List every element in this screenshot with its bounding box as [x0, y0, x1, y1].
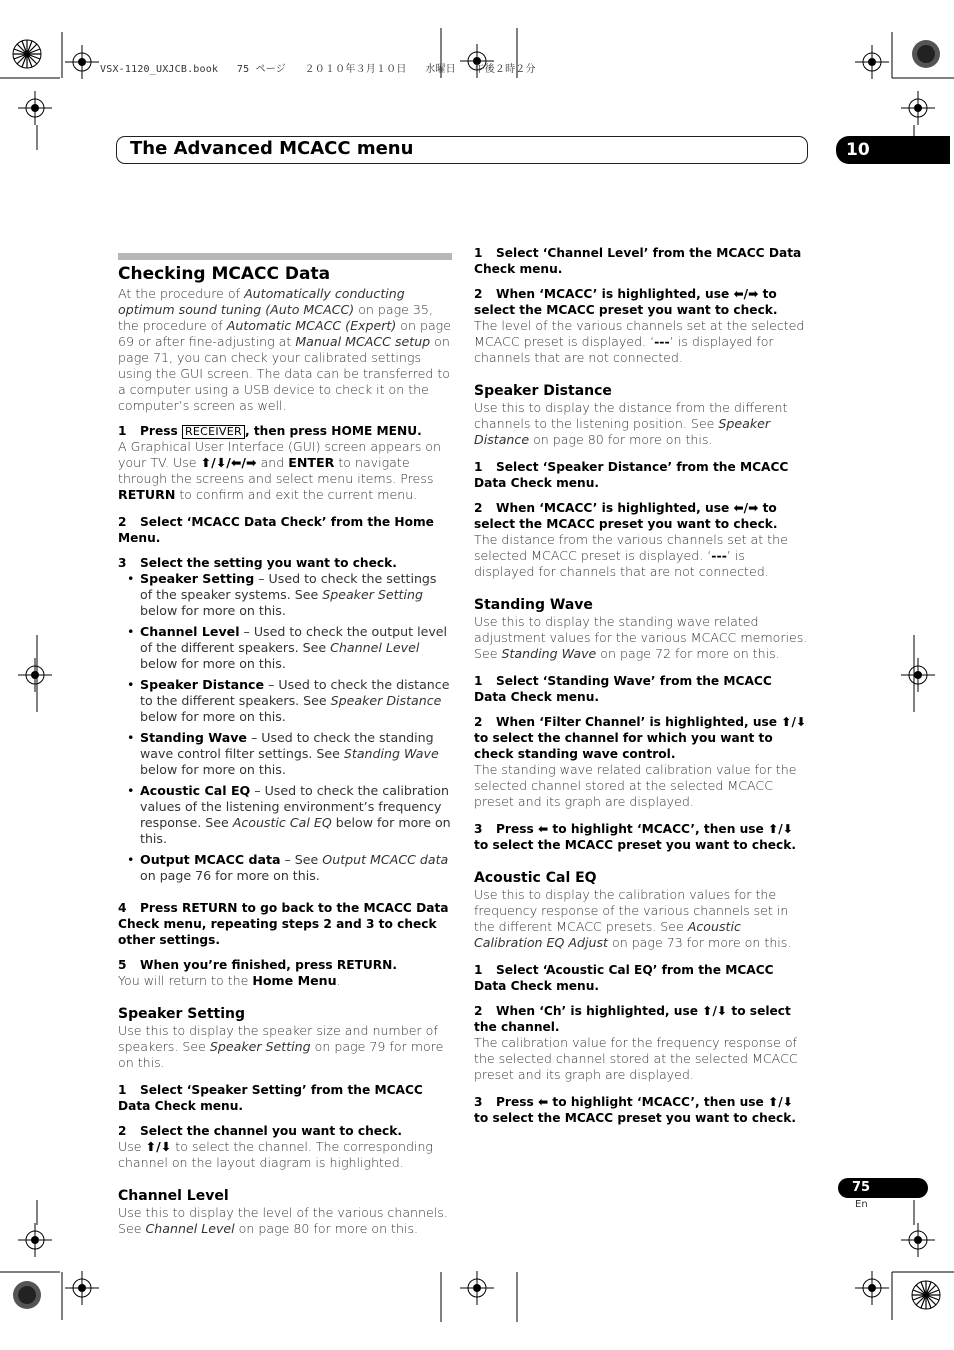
acoustic-cal-eq-step-3: 3 Press ⬅ to highlight ‘MCACC’, then use ⬆/⬇ to select the MCACC preset you want to check.: [474, 1095, 796, 1125]
acoustic-cal-eq-step-2: 2 When ‘Ch’ is highlighted, use ⬆/⬇ to select the channel.: [474, 1004, 791, 1034]
page-language: En: [855, 1199, 868, 1210]
channel-level-description: Use this to display the level of the various channels. See Channel Level on page 80 for more on this.: [118, 1205, 448, 1236]
speaker-distance-description: Use this to display the distance from the different channels to the listening position. See Speaker Distance on page 80 for more on this.: [474, 400, 788, 447]
bullet-speaker-setting: • Speaker Setting – Used to check the settings of the speaker systems. See Speaker Setting below for more on this.: [118, 571, 452, 619]
step-5: 5 When you’re finished, press RETURN.: [118, 958, 398, 972]
intro-paragraph: At the procedure of Automatically conducting optimum sound tuning (Auto MCACC) on page 35, the procedure of Automatic MCACC (Expert) on page 69 or after fine-adjusting at Manual MCACC setup on page 71, you can check your calibrated settings using the GUI screen. The data can be transferred to a computer using a USB device to check it on the computer’s screen as well.: [118, 286, 451, 413]
step-4: 4 Press RETURN to go back to the MCACC Data Check menu, repeating steps 2 and 3 to check other settings.: [118, 901, 449, 947]
step-1: 1 Press RECEIVER , then press HOME MENU.: [118, 424, 422, 438]
right-column: [474, 245, 808, 1126]
section-bar: [118, 253, 452, 260]
acoustic-cal-eq-heading: Acoustic Cal EQ: [474, 870, 597, 886]
print-file-info: VSX-1120_UXJCB.book 75 ページ ２０１０年３月１０日 水曜日 午後２時２分: [100, 64, 536, 75]
receiver-button-label: RECEIVER: [182, 425, 245, 439]
standing-wave-step-2: 2 When ‘Filter Channel’ is highlighted, use ⬆/⬇ to select the channel for which you want to check standing wave control.: [474, 715, 807, 761]
speaker-setting-heading: Speaker Setting: [118, 1006, 246, 1022]
bullet-speaker-distance: • Speaker Distance – Used to check the distance to the different speakers. See Speaker Distance below for more on this.: [118, 677, 452, 725]
up-down-arrow-icon: ⬆/⬇: [702, 1004, 728, 1018]
channel-level-step-2-description: The level of the various channels set at the selected MCACC preset is displayed. ‘---’ is displayed for channels that are not connected.: [474, 318, 805, 365]
step-2: 2 Select ‘MCACC Data Check’ from the Home Menu.: [118, 515, 434, 545]
up-down-arrow-icon: ⬆/⬇: [768, 822, 793, 836]
bullet-standing-wave: • Standing Wave – Used to check the standing wave control filter settings. See Standing Wave below for more on this.: [118, 730, 452, 778]
arrow-keys-icon: ⬆/⬇/⬅/➡: [200, 455, 257, 470]
channel-level-heading: Channel Level: [118, 1188, 229, 1204]
step-3: 3 Select the setting you want to check.: [118, 556, 397, 570]
speaker-setting-description: Use this to display the speaker size and number of speakers. See Speaker Setting on page 79 for more on this.: [118, 1023, 444, 1070]
speaker-setting-step-2-description: Use ⬆/⬇ to select the channel. The corresponding channel on the layout diagram is highlighted.: [118, 1139, 433, 1170]
standing-wave-description: Use this to display the standing wave related adjustment values for the various MCACC memories. See Standing Wave on page 72 for more on this.: [474, 614, 808, 661]
speaker-distance-step-2: 2 When ‘MCACC’ is highlighted, use ⬅/➡ to select the MCACC preset you want to check.: [474, 501, 778, 531]
page-number-tab: 75: [838, 1178, 928, 1198]
standing-wave-step-2-description: The standing wave related calibration value for the selected channel stored at the selected MCACC preset and its graph are displayed.: [474, 762, 797, 809]
chapter-number-tab: 10: [836, 136, 950, 164]
speaker-distance-step-2-description: The distance from the various channels set at the selected MCACC preset is displayed. ‘---’ is displayed for channels that are not connected.: [474, 532, 788, 579]
up-down-arrow-icon: ⬆/⬇: [781, 715, 807, 729]
up-down-arrow-icon: ⬆/⬇: [768, 1095, 793, 1109]
speaker-setting-step-1: 1 Select ‘Speaker Setting’ from the MCACC Data Check menu.: [118, 1083, 423, 1113]
acoustic-cal-eq-step-2-description: The calibration value for the frequency response of the selected channel stored at the selected MCACC preset and its graph are displayed.: [474, 1035, 798, 1082]
left-arrow-icon: ⬅: [537, 822, 549, 836]
left-column: [118, 264, 452, 1237]
bullet-output-mcacc-data: • Output MCACC data – See Output MCACC data on page 76 for more on this.: [118, 852, 452, 884]
channel-level-step-1: 1 Select ‘Channel Level’ from the MCACC Data Check menu.: [474, 246, 802, 276]
standing-wave-heading: Standing Wave: [474, 597, 593, 613]
speaker-distance-step-1: 1 Select ‘Speaker Distance’ from the MCACC Data Check menu.: [474, 460, 789, 490]
channel-level-step-2: 2 When ‘MCACC’ is highlighted, use ⬅/➡ to select the MCACC preset you want to check.: [474, 287, 778, 317]
bullet-channel-level: • Channel Level – Used to check the output level of the different speakers. See Channel Level below for more on this.: [118, 624, 452, 672]
bullet-acoustic-cal-eq: • Acoustic Cal EQ – Used to check the calibration values of the listening environment’s frequency response. See Acoustic Cal EQ below for more on this.: [118, 783, 452, 847]
speaker-distance-heading: Speaker Distance: [474, 383, 612, 399]
speaker-setting-step-2: 2 Select the channel you want to check.: [118, 1124, 402, 1138]
acoustic-cal-eq-step-1: 1 Select ‘Acoustic Cal EQ’ from the MCACC Data Check menu.: [474, 963, 774, 993]
section-title: Checking MCACC Data: [118, 264, 331, 284]
step-5-description: You will return to the Home Menu.: [118, 973, 341, 988]
left-right-arrow-icon: ⬅/➡: [733, 287, 759, 301]
up-down-arrow-icon: ⬆/⬇: [145, 1139, 172, 1154]
step-1-description: A Graphical User Interface (GUI) screen appears on your TV. Use ⬆/⬇/⬅/➡ and ENTER to navigate through the screens and select menu items. Press RETURN to confirm and exit the current menu.: [118, 439, 441, 502]
standing-wave-step-3: 3 Press ⬅ to highlight ‘MCACC’, then use ⬆/⬇ to select the MCACC preset you want to check.: [474, 822, 796, 852]
acoustic-cal-eq-description: Use this to display the calibration values for the frequency response of the various channels set in the different MCACC presets. See Acoustic Calibration EQ Adjust on page 73 for more on this.: [474, 887, 792, 950]
left-arrow-icon: ⬅: [537, 1095, 549, 1109]
standing-wave-step-1: 1 Select ‘Standing Wave’ from the MCACC Data Check menu.: [474, 674, 772, 704]
chapter-title: The Advanced MCACC menu: [130, 138, 414, 159]
left-right-arrow-icon: ⬅/➡: [733, 501, 759, 515]
